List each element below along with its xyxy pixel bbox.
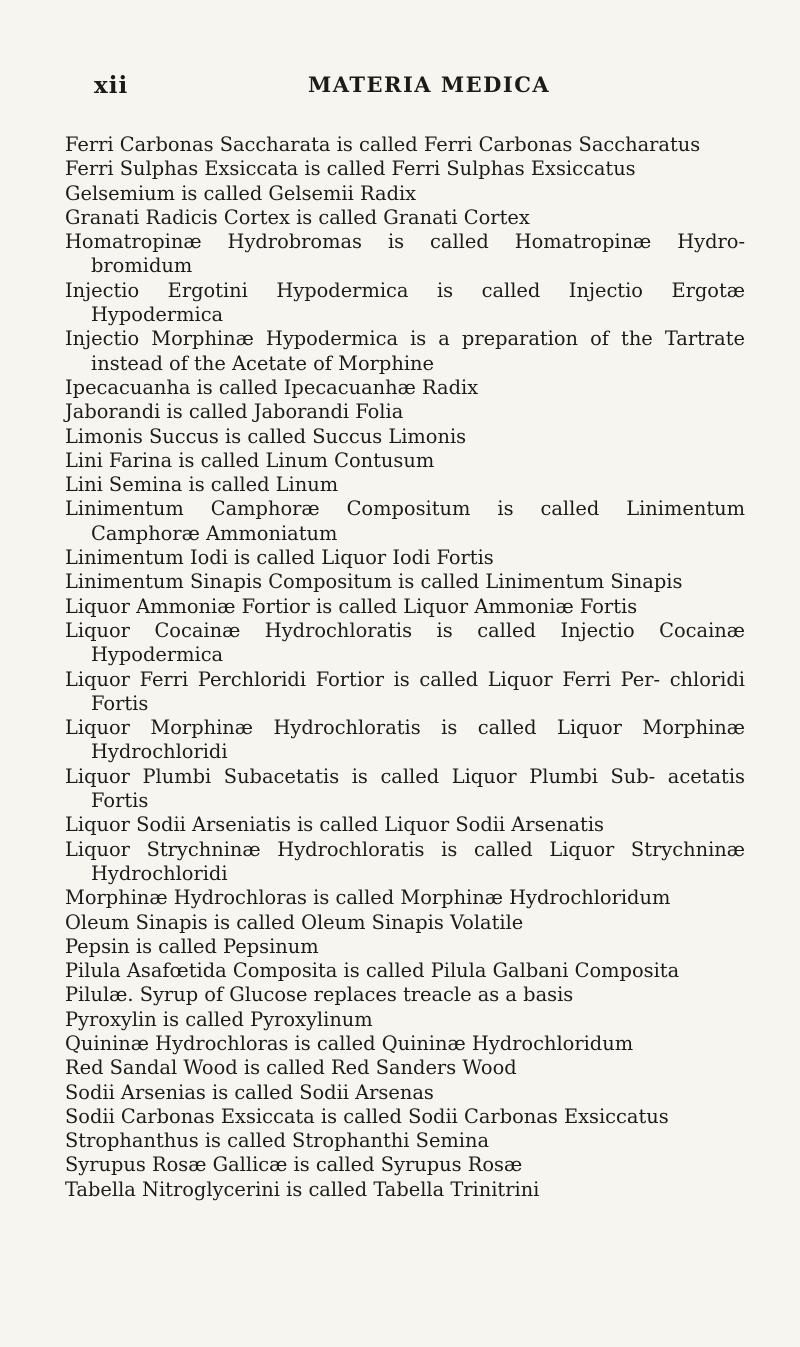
- list-item: Strophanthus is called Strophanthi Semina: [65, 1129, 490, 1153]
- list-item: Quininæ Hydrochloras is called Quininæ Hydrochloridum: [65, 1031, 634, 1055]
- list-item: Liquor Sodii Arseniatis is called Liquor Sodii Arsenatis: [65, 813, 604, 837]
- list-item: Lini Farina is called Linum Contusum: [65, 448, 435, 472]
- list-item: Injectio Ergotini Hypodermica is called Injectio Ergotæ Hypodermica: [65, 278, 745, 327]
- list-item: Linimentum Iodi is called Liquor Iodi Fortis: [65, 546, 494, 570]
- list-item: Pyroxylin is called Pyroxylinum: [65, 1007, 373, 1031]
- list-item: Tabella Nitroglycerini is called Tabella Trinitrini: [65, 1177, 540, 1201]
- list-item: Lini Semina is called Linum: [65, 473, 339, 497]
- list-item: Liquor Ammoniæ Fortior is called Liquor Ammoniæ Fortis: [65, 594, 638, 618]
- list-item: Pilula Asafœtida Composita is called Pilula Galbani Composita: [65, 959, 680, 983]
- list-item: Syrupus Rosæ Gallicæ is called Syrupus Rosæ: [65, 1153, 523, 1177]
- list-item: Linimentum Sinapis Compositum is called Linimentum Sinapis: [65, 570, 683, 594]
- running-title: MATERIA MEDICA: [308, 72, 551, 97]
- list-item: Sodii Carbonas Exsiccata is called Sodii Carbonas Exsiccatus: [65, 1104, 669, 1128]
- list-item: Liquor Ferri Perchloridi Fortior is called Liquor Ferri Per- chloridi Fortis: [65, 667, 745, 715]
- list-item: Sodii Arsenias is called Sodii Arsenas: [65, 1080, 434, 1104]
- list-item: Red Sandal Wood is called Red Sanders Wood: [65, 1056, 517, 1080]
- list-item: Pepsin is called Pepsinum: [65, 934, 319, 958]
- list-item: Liquor Morphinæ Hydrochloratis is called Liquor Morphinæ Hydrochloridi: [65, 716, 745, 764]
- list-item: Pilulæ. Syrup of Glucose replaces treacle as a basis: [65, 983, 574, 1007]
- list-item: Liquor Cocainæ Hydrochloratis is called Injectio Cocainæ Hypodermica: [65, 618, 745, 667]
- page-number: xii: [94, 72, 129, 99]
- list-item: Liquor Plumbi Subacetatis is called Liquor Plumbi Sub- acetatis Fortis: [65, 764, 745, 813]
- list-item: Granati Radicis Cortex is called Granati Cortex: [65, 205, 530, 229]
- list-item: Injectio Morphinæ Hypodermica is a preparation of the Tartrate instead of the Acetate of Morphine: [65, 327, 745, 375]
- running-head: [78, 72, 738, 106]
- list-item: Linimentum Camphoræ Compositum is called Linimentum Camphoræ Ammoniatum: [65, 497, 745, 545]
- list-item: Morphinæ Hydrochloras is called Morphinæ Hydrochloridum: [65, 886, 671, 910]
- list-item: Jaborandi is called Jaborandi Folia: [65, 400, 404, 424]
- list-item: Gelsemium is called Gelsemii Radix: [65, 181, 417, 205]
- list-item: Ferri Carbonas Saccharata is called Ferri Carbonas Saccharatus: [65, 133, 701, 156]
- list-item: Liquor Strychninæ Hydrochloratis is called Liquor Strychninæ Hydrochloridi: [65, 837, 745, 885]
- entry-list: [65, 133, 745, 1202]
- list-item: Ipecacuanha is called Ipecacuanhæ Radix: [65, 375, 479, 399]
- list-item: Ferri Sulphas Exsiccata is called Ferri Sulphas Exsiccatus: [65, 157, 636, 181]
- list-item: Oleum Sinapis is called Oleum Sinapis Volatile: [65, 910, 524, 934]
- list-item: Limonis Succus is called Succus Limonis: [65, 424, 467, 448]
- list-item: Homatropinæ Hydrobromas is called Homatropinæ Hydro- bromidum: [65, 230, 745, 278]
